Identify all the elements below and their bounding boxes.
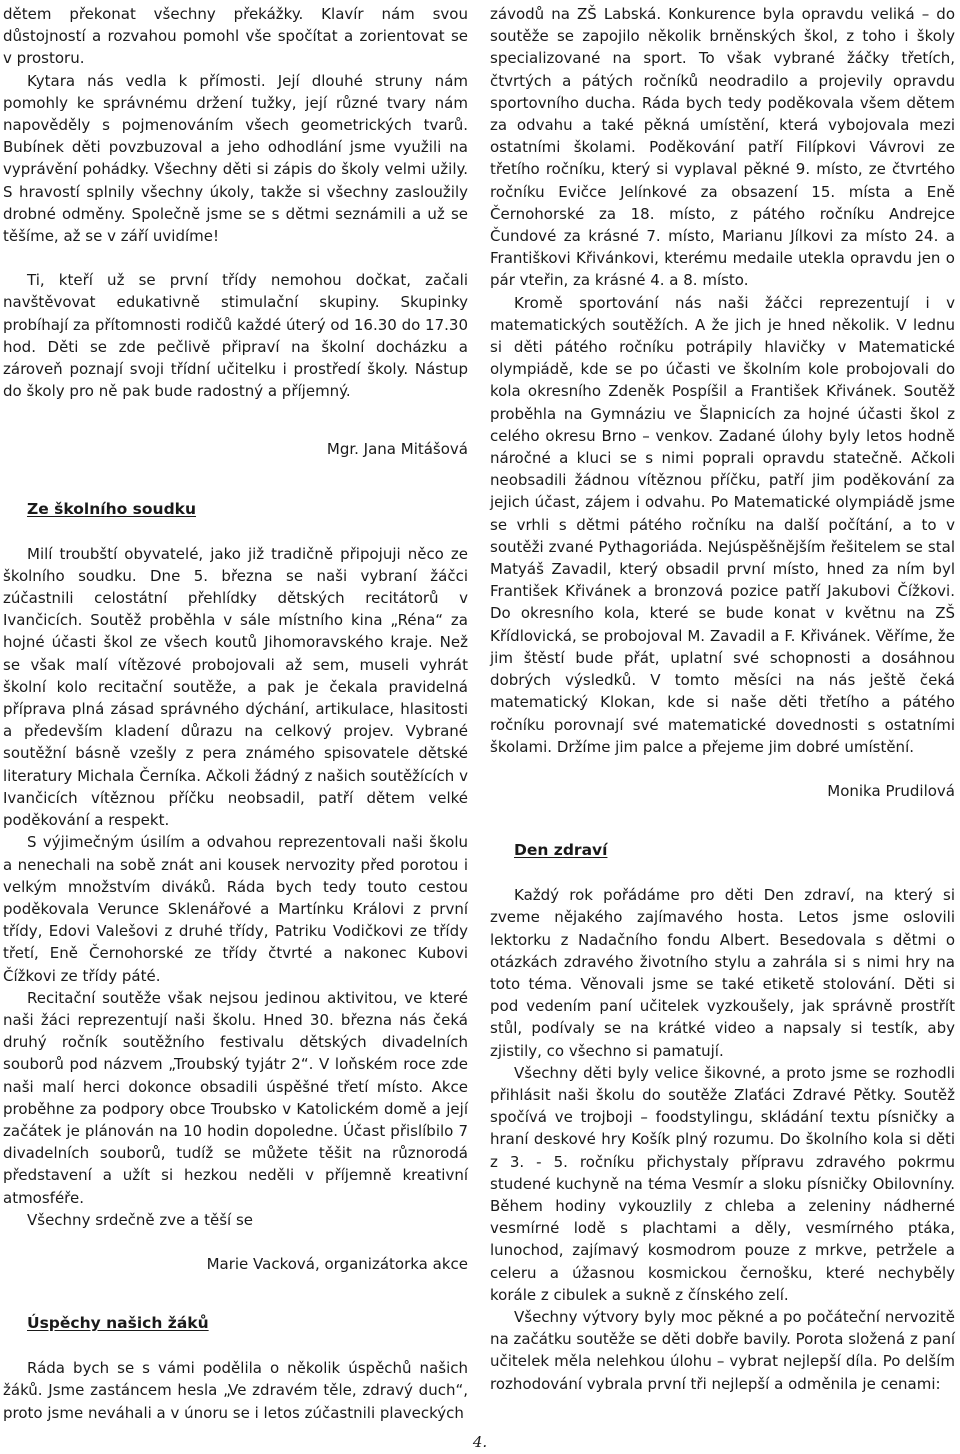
left-column [3,3,468,1424]
signature: Monika Prudilová [827,781,955,800]
paragraph: Všechny výtvory byly moc pěkné a po počáteční nervozitě na začátku soutěže se děti dobře bavily. Porota složená z paní učitelek měla nelehkou úlohu – vybrat nejlepší díla. Po delším rozhodování vybrala první tři nejlepší a odměnila je cenami: [490,1307,955,1393]
paragraph: Každý rok pořádáme pro děti Den zdraví, na který si zveme nějakého zajímavého hosta. Letos jsme oslovili lektorku z Nadačního fondu Albert. Besedovala s dětmi o otázkách zdravého životního stylu a zahrála si s nimi hry na toto téma. Věnovali jsme se také etiketě stolování. Děti si pod vedením paní učitelek vyzkoušely, jak správně prostřít stůl, podívaly se na krátké video a napsaly si testík, aby zjistily, co všechno si pamatují. [490,886,955,1060]
signature: Mgr. Jana Mitášová [326,440,468,459]
paragraph: Ti, kteří už se první třídy nemohou dočkat, začali navštěvovat edukativně stimulační skupiny. Skupinky probíhají za přítomnosti rodičů každé úterý od 16.30 do 17.30 hod. Děti se zde pečlivě připraví na školní docházku a zároveň poznají svoji třídní učitelku i prostředí školy. Nástup do školy pro ně pak bude radostný a příjemný. [3,271,468,401]
paragraph: Kromě sportování nás naši žáčci reprezentují i v matematických soutěžích. A že jich je hned několik. V lednu si děti pátého ročníku potrápily hlavičky v Matematické olympiádě, kde se po účasti ve školním kole probojovali do kola okresního Zdeněk Pospíšil a František Křivánek. Soutěž proběhla na Gymnáziu ve Šlapnicích za hojné účasti škol z celého okresu Brno – venkov. Zadané úlohy byly letos hodně náročné a kluci se s nimi poprali opravdu statečně. Ačkoli neobsadili žádnou vítěznou příčku, patří jim poděkování za jejich účast, zájem i odvahu. Po Matematické olympiádě jsme se vrhli s dětmi pátého ročníku na další počítání, a to v soutěži zvané Pythagoriáda. Nejúspěšnějším řešitelem se stal Matyáš Zavadil, který obsadil první místo, hned za ním byl František Křivánek a bronzová pozice patří Jakubovi Čížkovi. Do okresního kola, které se bude konat v květnu na ZŠ Křídlovická, se probojoval M. Zavadil a F. Křivánek. Věříme, že jim štěstí bude přát, uplatní své schopnosti a dosáhnou dobrých výsledků. V tomto měsíci na nás ještě čeká matematický Klokan, kde si naše děti třetího a pátého ročníku porovnají své matematické dovednosti s ostatními školami. Držíme jim palce a přejeme jim dobré umístění. [490,293,955,756]
paragraph: dětem překonat všechny překážky. Klavír nám svou důstojností a rozvahou pomohl vše spočítat a zorientovat se v prostoru. [3,5,468,68]
paragraph: S výjimečným úsilím a odvahou reprezentovali naši školu a nenechali na sobě znát ani kousek nervozity před porotou i velkým množstvím diváků. Ráda bych tedy touto cestou poděkovala Verunce Sklenářové a Martínku Královi z první třídy, Edovi Valešovi z druhé třídy, Patriku Vodičkovi ze třídy třetí, Eně Černohorské ze třídy čtvrté a nakonec Kubovi Čížkovi ze třídy páté. [3,833,468,985]
paragraph: závodů na ZŠ Labská. Konkurence byla opravdu veliká – do soutěže se zapojilo několik brněnských škol, z toho i školy specializované na sport. To však vybrané žáčky třetích, čtvrtých a pátých ročníků neodradilo a projevily opravdu sportovního ducha. Ráda bych tedy poděkovala všem dětem za odvahu a také pěkná umístění, která vybojovala mezi ostatními školami. Poděkování patří Filípkovi Vávrovi ze třetího ročníku, který si vyplaval pěkné 9. místo, ze čtvrtého ročníku Evičce Jelínkové za obsazení 15. místa a Eně Černohorské za 18. místo, z pátého ročníku Andrejce Čundové za krásné 7. místo, Marianu Jílkovi za místo 24. a Františkovi Křivánkovi, kterému medaile utekla opravdu jen o pár vteřin, za krásné 4. a 8. místo. [490,5,955,290]
paragraph: Všechny děti byly velice šikovné, a proto jsme se rozhodli přihlásit naši školu do soutěže Zlaťáci Zdravé Pětky. Soutěž spočívá ve trojboji – foodstylingu, skládání textu písničky a hraní deskové hry Košík plný rozumu. Do školního kola si děti z 3. - 5. ročníku přichystaly přípravu zdravého pokrmu studené kuchyně na téma Vesmír a sloku písničky Obilovníny. Během hodiny vykouzlily z chleba a zeleniny nádherné vesmírné lodě s plachtami a děly, vesmírného ptáka, lunochod, zajímavý kosmodrom pouze z mrkve, petržele a celeru a úžasnou kosmickou černošku, které nechyběly korále z cibulek a sukně z čínského zelí. [490,1063,955,1304]
right-column [490,3,955,1395]
signature: Marie Vacková, organizátorka akce [206,1254,468,1273]
paragraph: Ráda bych se s vámi podělila o několik úspěchů našich žáků. Jsme zastáncem hesla „Ve zdravém těle, zdravý duch“, proto jsme neváhali a v únoru se i letos zúčastnili plaveckých [3,1359,468,1422]
paragraph: Všechny srdečně zve a těší se [27,1210,254,1229]
paragraph: Recitační soutěže však nejsou jedinou aktivitou, ve které naši žáci reprezentují naši školu. Hned 30. března nás čeká druhý ročník soutěžního festivalu dětských divadelních souborů pod názvem „Troubský tyjátr 2“. V loňském roce zde naši malí herci dokonce obsadili úspěšné třetí místo. Akce proběhne za podpory obce Troubsko v Katolickém domě a její začátek je plánován na 10 hodin dopoledne. Účast přislíbilo 7 divadelních souborů, tudíž se můžete těšit na různorodá představení a užít si hezkou neděli v příjemně kreativní atmosféře. [3,988,468,1207]
paragraph: Milí troubští obyvatelé, jako již tradičně připojuji něco ze školního soudku. Dne 5. března se naši vybraní žáčci zúčastnili celostátní přehlídky dětských recitátorů v Ivančicích. Soutěž proběhla v sále místního kina „Réna“ za hojné účasti škol ze všech koutů Jihomoravského kraje. Než se však malí vítězové probojovali až sem, museli vyhrát školní kolo recitační soutěže, a pak je čekala pravidelná příprava plná zásad správného dýchání, artikulace, hlasitosti a především kladení důrazu na celkový projev. Vybrané soutěžní básně vzešly z pera známého spisovatele dětské literatury Michala Černíka. Ačkoli žádný z našich soutěžících v Ivančicích vítěznou příčku neobsadil, patří dětem velké poděkování a respekt. [3,544,468,830]
section-heading: Úspěchy našich žáků [27,1314,209,1333]
paragraph: Kytara nás vedla k přímosti. Její dlouhé struny nám pomohly ke správnému držení tužky, její různé tvary nám napověděly s pojmenováním všech geometrických tvarů. Bubínek děti povzbuzoval a jeho odhodlání jsme využili na vyprávění pohádky. Všechny děti si zápis do školy velmi užily. S hravostí splnily všechny úkoly, takže si všechny zasloužily drobné odměny. Společně jsme se s dětmi seznámili a už se těšíme, až se v září uvidíme! [3,71,468,246]
page-number: 4. [472,1433,488,1451]
section-heading: Den zdraví [514,841,608,860]
section-heading: Ze školního soudku [27,499,197,518]
